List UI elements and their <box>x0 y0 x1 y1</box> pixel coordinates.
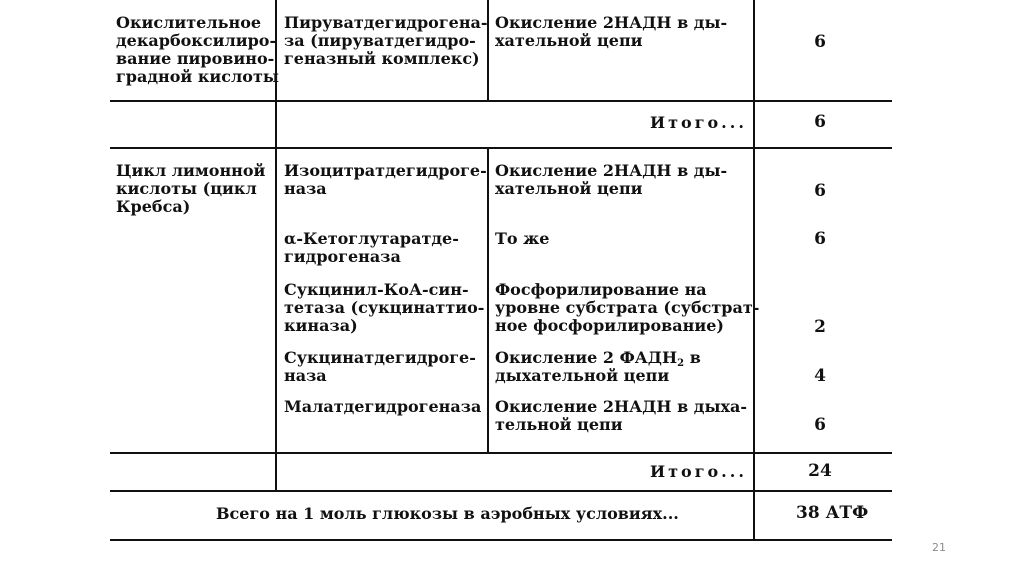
total-label: Итого... <box>650 113 747 132</box>
atp-value: 4 <box>814 366 826 386</box>
atp-value: 6 <box>814 229 826 249</box>
atp-value: 6 <box>814 415 826 435</box>
rule-table-bottom <box>110 539 892 541</box>
atp-value: 6 <box>814 32 826 52</box>
process-krebs-cycle: Цикл лимонной кислоты (цикл Кребса) <box>116 161 266 216</box>
grand-total-label: Всего на 1 моль глюкозы в аэробных условиях... <box>216 504 679 523</box>
reaction-nadh-oxidation: Окисление 2НАДН в ды- хательной цепи <box>495 13 728 50</box>
reaction-same: То же <box>495 229 550 248</box>
enzyme-succinyl-coa-synthetase: Сукцинил-КоА-син- тетаза (сукцинаттио- киназа) <box>284 280 485 335</box>
enzyme-malate-dehydrogenase: Малатдегидрогеназа <box>284 397 482 416</box>
atp-value: 6 <box>814 181 826 201</box>
slide-number: 21 <box>932 541 946 554</box>
enzyme-pyruvate-dehydrogenase: Пируватдегидрогена- за (пируватдегидро- геназный комплекс) <box>284 13 488 68</box>
rule-total1-bottom <box>110 147 892 149</box>
total-label: Итого... <box>650 462 747 481</box>
reaction-nadh-oxidation: Окисление 2НАДН в дыха- тельной цепи <box>495 397 748 434</box>
rule-total2-bottom <box>110 490 892 492</box>
rule-section2-bottom <box>110 452 892 454</box>
fadh-subscript: 2 <box>677 358 685 369</box>
reaction-fadh-oxidation: Окисление 2 $ФАДН_2$ в дыхательной цепи <box>495 348 701 385</box>
grand-total-value: 38 АТФ <box>796 503 869 523</box>
enzyme-isocitrate-dehydrogenase: Изоцитратдегидроге- наза <box>284 161 487 198</box>
total-value: 6 <box>814 112 826 132</box>
total-value: 24 <box>808 461 832 481</box>
col-divider-3 <box>753 0 755 541</box>
enzyme-alpha-ketoglutarate-dehydrogenase: α-Кетоглутаратде- гидрогеназа <box>284 229 459 266</box>
col-divider-2b <box>487 147 489 453</box>
reaction-nadh-oxidation: Окисление 2НАДН в ды- хательной цепи <box>495 161 728 198</box>
rule-section1-bottom <box>110 100 892 102</box>
atp-value: 2 <box>814 317 826 337</box>
enzyme-succinate-dehydrogenase: Сукцинатдегидроге- наза <box>284 348 476 385</box>
reaction-substrate-phosphorylation: Фосфорилирование на уровне субстрата (субстрат- ное фосфорилирование) <box>495 280 760 335</box>
process-oxidative-decarboxylation: Окислительное декарбоксилиро- вание пировино- градной кислоты <box>116 13 279 86</box>
